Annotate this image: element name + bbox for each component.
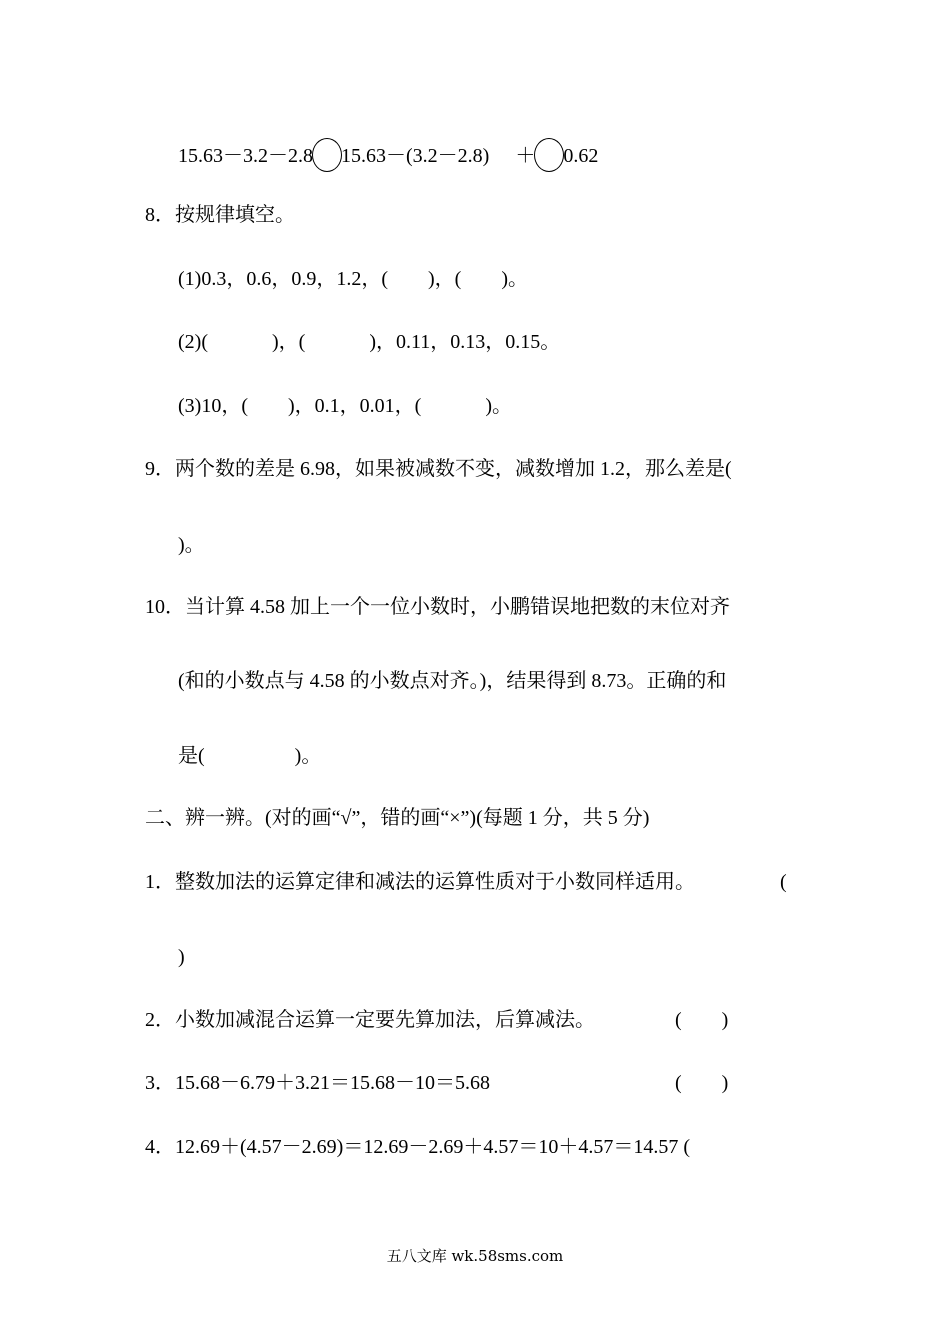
q8-part2: (2)( )，( )，0.11，0.13，0.15。 [178,331,561,353]
s2-q1-text: 1．整数加法的运算定律和减法的运算性质对于小数同样适用。 [145,871,695,893]
s2-q3-answer[interactable]: ( ) [675,1072,729,1094]
s2-q4-text: 4．12.69＋(4.57－2.69)＝12.69－2.69＋4.57＝10＋4.57＝14.57 ( [145,1136,690,1158]
q7-plus-sign: ＋ [515,145,536,167]
q9-line2: )。 [178,534,205,556]
s2-q2-answer[interactable]: ( ) [675,1009,729,1031]
q10-line2: (和的小数点与 4.58 的小数点对齐。)，结果得到 8.73。正确的和 [178,670,727,692]
q7-right-expression: 15.63－(3.2－2.8) [341,145,490,167]
s2-q2-text: 2．小数加减混合运算一定要先算加法，后算减法。 [145,1009,595,1031]
q10-line1: 10．当计算 4.58 加上一个一位小数时，小鹏错误地把数的末位对齐 [145,596,730,618]
q8-part1: (1)0.3，0.6，0.9，1.2，( )，( )。 [178,268,528,290]
q8-part3: (3)10，( )，0.1，0.01，( )。 [178,395,512,417]
q7-left-expression: 15.63－3.2－2.8 [178,145,313,167]
s2-q3-text: 3．15.68－6.79＋3.21＝15.68－10＝5.68 [145,1072,490,1094]
page-footer: 五八文库 wk.58sms.com [386,1247,564,1265]
section2-heading: 二、辨一辨。(对的画“√”，错的画“×”)(每题 1 分，共 5 分) [145,807,650,829]
addend-blank-circle[interactable] [534,138,564,172]
s2-q1-close-paren[interactable]: ) [178,946,185,968]
s2-q1-open-paren[interactable]: ( [780,871,787,893]
compare-blank-circle[interactable] [312,138,342,172]
q7-compare-line [178,138,598,172]
q9-line1: 9．两个数的差是 6.98，如果被减数不变，减数增加 1.2，那么差是( [145,458,732,480]
q10-line3: 是( )。 [178,745,322,767]
q8-title: 8．按规律填空。 [145,204,295,226]
q7-right-value: 0.62 [563,145,599,167]
